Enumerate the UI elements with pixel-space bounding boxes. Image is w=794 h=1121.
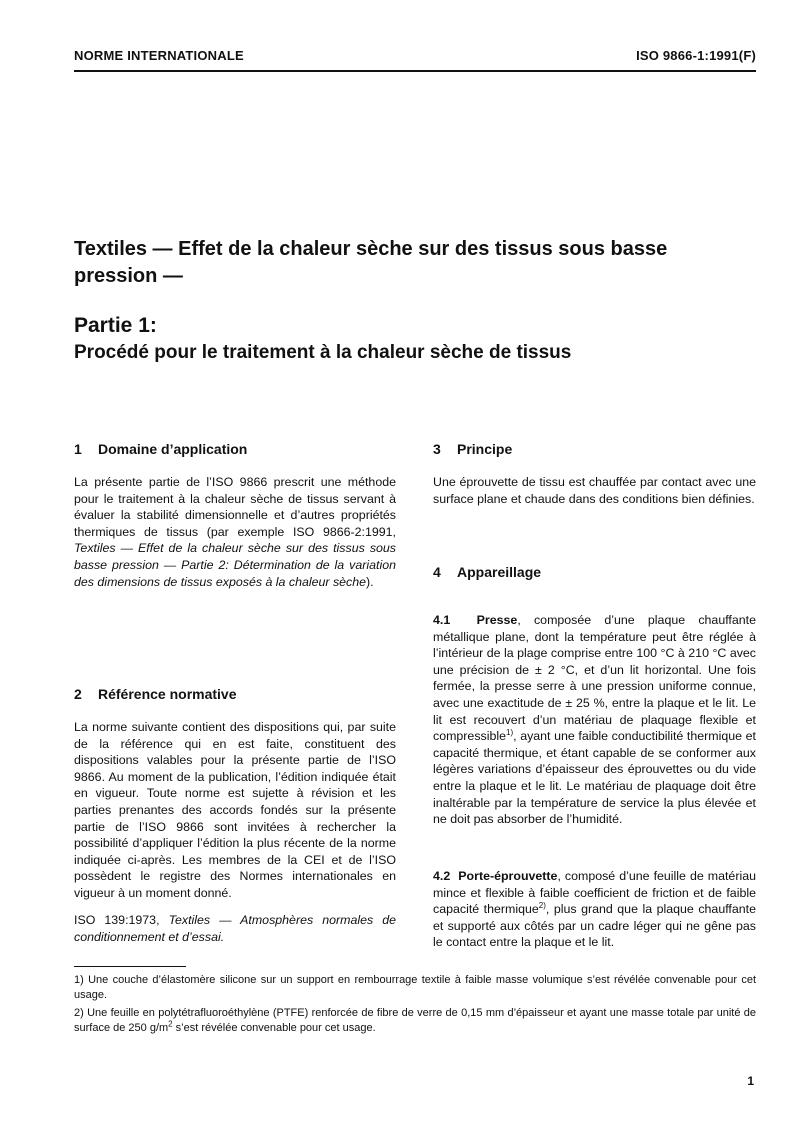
section-1-body: La présente partie de l’ISO 9866 prescrit une méthode pour le traitement à la chaleur sèche de tissus servant à évaluer la stabilité dimensionnelle et d’autres propriétés thermiques de tissus (par exemple ISO 9866-2:1991, Textiles — Effet de la chaleur sèche sur des tissus sous basse pression — Partie 2: Détermination de la variation des dimensions de tissus exposés à la chaleur sèche). (74, 475, 396, 589)
header-standard-type: NORME INTERNATIONALE (74, 48, 244, 63)
normative-reference: ISO 139:1973, Textiles — Atmosphères normales de conditionnement et d’essai. (74, 913, 397, 944)
clause-term: Porte-éprouvette (458, 869, 558, 883)
section-title: Domaine d’application (98, 441, 248, 457)
footnote-divider (74, 966, 186, 967)
footnote-ref[interactable]: 2) (538, 901, 546, 911)
section-title: Principe (457, 441, 513, 457)
section-number: 4 (433, 564, 441, 580)
page-number: 1 (747, 1074, 754, 1088)
section-number: 1 (74, 441, 82, 457)
part-subtitle: Procédé pour le traitement à la chaleur sèche de tissus (74, 342, 572, 363)
clause-term: Presse (476, 613, 518, 627)
reference-title: Textiles — Atmosphères normales de conditionnement et d’essai. (74, 913, 397, 944)
section-3-body: Une éprouvette de tissu est chauffée par contact avec une surface plane et chaude dans des conditions bien définies. (433, 475, 756, 506)
part-label: Partie 1: (74, 314, 157, 337)
clause-4-2: 4.2 Porte-éprouvette, composé d’une feuille de matériau mince et flexible à faible coefficient de friction et de faible capacité thermique$^{2)}$, plus grand que la plaque chauffante et supporté aux côtés par un cadre léger qui ne gêne pas le contact entre la plaque et le lit. (433, 869, 756, 950)
clause-number: 4.2 (433, 869, 451, 883)
section-2-body: La norme suivante contient des dispositions qui, par suite de la référence qui en est faite, constituent des dispositions valables pour la présente partie de l’ISO 9866. Au moment de la publication, l’édition indiquée était en vigueur. Toute norme est sujette à révision et les parties prenantes des accords fondés sur la présente partie de l’ISO 9866 sont invitées à rechercher la possibilité d’appliquer l’édition la plus récente de la norme indiquée ci-après. Les membres de la CEI et de l’ISO possèdent le registre des Normes internationales en vigueur à un moment donné. (74, 720, 396, 900)
section-1-heading (74, 440, 247, 458)
running-header (74, 48, 756, 70)
section-number: 3 (433, 441, 441, 457)
footnote-1: 1) Une couche d’élastomère silicone sur un support en rembourrage textile à faible masse volumique s’est révélée convenable pour cet usage. (74, 974, 756, 1001)
section-title: Référence normative (98, 686, 237, 702)
clause-number: 4.1 (433, 613, 451, 627)
section-3-heading (433, 440, 512, 458)
footnote-2: 2) Une feuille en polytétrafluoroéthylène (PTFE) renforcée de fibre de verre de 0,15 mm d’épaisseur et ayant une masse totale par unité de surface de 250 $g/m^2$ s’est révélée convenable pour cet usage. (74, 1007, 756, 1034)
cited-standard-title: Textiles — Effet de la chaleur sèche sur des tissus sous basse pression — Partie 2: Détermination de la variation des dimensions de tissus exposés à la chaleur sèche (74, 541, 396, 589)
document-title: Textiles — Effet de la chaleur sèche sur des tissus sous basse pression — (74, 238, 668, 287)
section-number: 2 (74, 686, 82, 702)
section-2-heading (74, 685, 237, 703)
section-4-heading (433, 563, 541, 581)
clause-4-1: 4.1 Presse, composée d’une plaque chauffante métallique plane, dont la température peut être réglée à l’intérieur de la plage comprise entre 100 °C à 210 °C avec une précision de ± 2 °C, et d’un lit horizontal. Une fois fermée, la presse serre à une pression uniforme connue, avec une exactitude de ± 25 %, entre la plaque et le lit. Le lit est recouvert d’un matériau de plaquage flexible et compressible$^{1)}$, ayant une faible conductibilité thermique et capacité thermique, et étant capable de se conformer aux légères variations d’épaisseur des éprouvettes ou du vide entre la plaque et le lit. Le matériau de plaquage doit être inaltérable par la température de service la plus élevée et ne doit pas absorber de l’humidité. (433, 613, 756, 827)
header-divider (74, 70, 756, 72)
footnote-ref[interactable]: 1) (506, 728, 514, 738)
section-title: Appareillage (457, 564, 542, 580)
header-standard-number: ISO 9866-1:1991(F) (636, 48, 756, 63)
